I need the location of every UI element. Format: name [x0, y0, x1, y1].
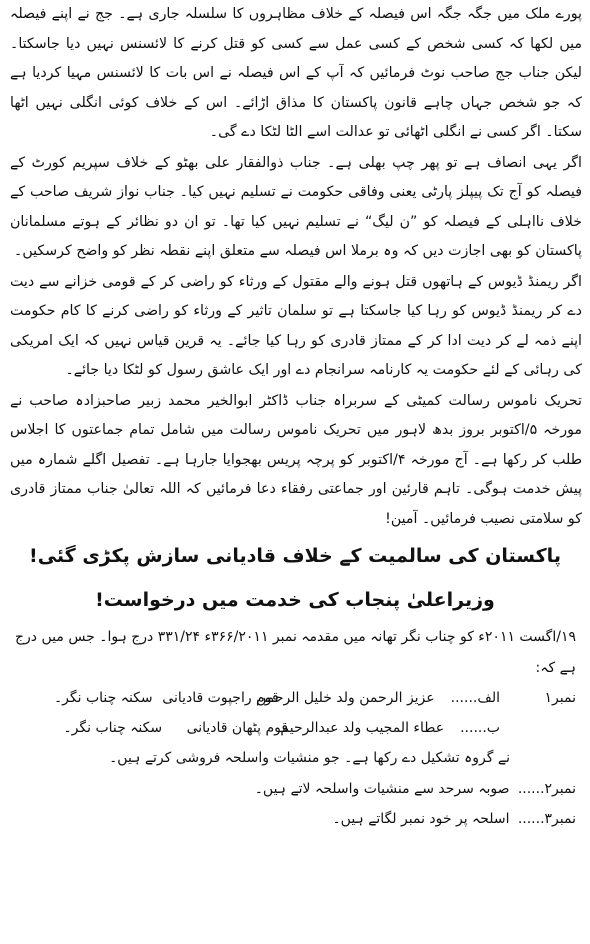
point-text: صوبہ سرحد سے منشیات واسلحہ لاتے ہیں۔ [254, 780, 510, 797]
accused-caste: قوم پٹھان قادیانی [186, 720, 289, 736]
accused-number: نمبر۱ [544, 690, 576, 706]
accused-residence: سکنہ چناب نگر۔ [53, 690, 153, 706]
paragraph-justice: اگر یہی انصاف ہے تو پھر چپ بھلی ہے۔ جناب ذوالفقار علی بھٹو کے خلاف سپریم کورٹ کے فیصلہ کو آج تک پیپلز پارٹی یعنی وفاقی حکومت نے تسلیم نہیں کیا۔ جناب نواز شریف صاحب کے خلاف نااہلی کے فیصلہ کو ”ن لیگ“ نے تسلیم نہیں کیا تھا۔ تو ان دو نظائر کے ہوتے مسلمانان پاکستان کو بھی اجازت دیں کہ وہ برملا اس فیصلہ سے متعلق اپنے نقطہ نظر کو واضح کرسکیں۔ [10, 154, 582, 259]
accused-name: عزیز الرحمن ولد خلیل الرحمن [256, 690, 435, 706]
point-number: نمبر۲...... [517, 780, 576, 797]
paragraph-namoos-risalat: تحریک ناموس رسالت کمیٹی کے سربراہ جناب ڈاکٹر ابوالخیر محمد زبیر صاحبزادہ صاحب نے مورخہ ۵/اکتوبر بروز بدھ لاہور میں تحریک ناموس رسالت میں شامل تمام جماعتوں کا اجلاس طلب کر رکھا ہے۔ آج مورخہ ۴/اکتوبر کو پرچہ پریس بھجوایا جارہا ہے۔ تفصیل اگلے شمارہ میں پیش خدمت ہوگی۔ تاہم قارئین اور جماعتی رفقاء دعا فرمائیں کہ اللہ تعالیٰ جناب ممتاز قادری کو سلامتی نصیب فرمائیں۔ آمین! [10, 392, 583, 527]
accused-number [516, 713, 576, 743]
fir-line: ۱۹/اگست ۲۰۱۱ء کو چناب نگر تھانہ میں مقدمہ نمبر ۳۶۶/۲۰۱۱ء ۳۳۱/۲۴ درج ہوا۔ جس میں درج ہے کہ: [15, 629, 576, 676]
heading-conspiracy: پاکستان کی سالمیت کے خلاف قادیانی سازش پکڑی گئی! [29, 545, 561, 567]
heading-request: وزیراعلیٰ پنجاب کی خدمت میں درخواست! [95, 589, 495, 611]
accused-letter: ب...... [460, 720, 500, 736]
accused-residence: سکنہ چناب نگر۔ [63, 720, 163, 736]
accused-row [0, 683, 590, 713]
accused-caste: قوم راجپوت قادیانی [162, 690, 279, 706]
point-row [0, 804, 590, 835]
accused-name: عطاء المجیب ولد عبدالرحیم [280, 720, 445, 736]
group-line: نے گروہ تشکیل دے رکھا ہے۔ جو منشیات واسلحہ فروشی کرتے ہیں۔ [109, 750, 510, 766]
accused-row [0, 713, 590, 743]
point-number: نمبر۳...... [517, 811, 576, 827]
accused-letter: الف...... [450, 690, 500, 706]
point-row [0, 774, 590, 805]
paragraph-raymond-davis: اگر ریمنڈ ڈیوس کے ہاتھوں قتل ہونے والے مقتول کے ورثاء کو راضی کر کے قومی خزانے سے دیت دے کر ریمنڈ ڈیوس کو رہا کیا جاسکتا ہے تو سلمان تاثیر کے ورثاء کو راضی کرنے کا کام حکومت اپنے ذمہ لے کر دیت ادا کر کے ممتاز قادری کو رہا کیا جائے۔ یہ قرین قیاس نہیں کہ ایک امریکی کی رہائی کے لئے حکومت یہ کارنامہ سرانجام دے اور ایک عاشق رسول کو لٹکا دیا جائے۔ [10, 273, 582, 378]
paragraph-protests: پورے ملک میں جگہ جگہ اس فیصلہ کے خلاف مظاہروں کا سلسلہ جاری ہے۔ جج نے اپنے فیصلہ میں لکھا کہ کسی شخص کے کسی عمل سے کسی کو قتل کرنے کا لائسنس نہیں دیا جاسکتا۔ لیکن جناب جج صاحب نوٹ فرمائیں کہ آپ کے اس فیصلہ نے اس بات کا لائسنس مہیا کردیا ہے کہ جو شخص جہاں چاہے قانون پاکستان کا مذاق اڑائے۔ اس کے خلاف کوئی انگلی نہیں اٹھا سکتا۔ اگر کسی نے انگلی اٹھائی تو عدالت اسے الٹا لٹکا دے گی۔ [10, 6, 582, 140]
point-text: اسلحہ پر خود نمبر لگاتے ہیں۔ [332, 811, 510, 827]
